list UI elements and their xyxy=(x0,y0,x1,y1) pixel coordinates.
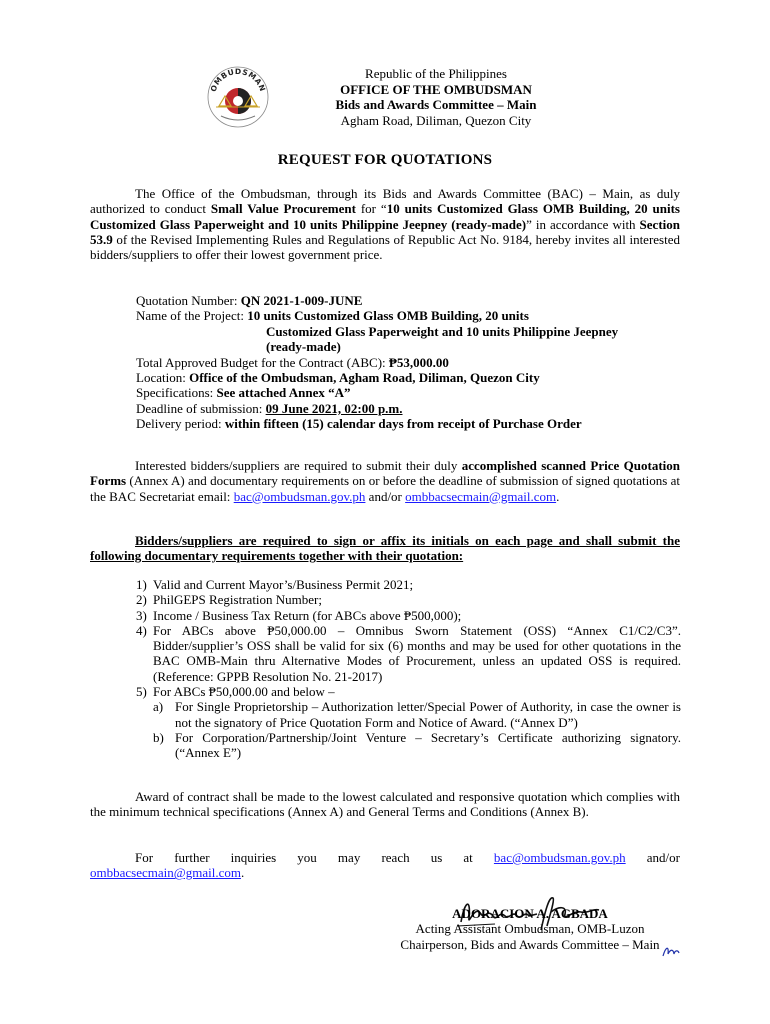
intro-paragraph xyxy=(90,186,680,262)
award-paragraph: Award of contract shall be made to the lowest calculated and responsive quotation which complies with the minimum technical specifications (Annex A) and General Terms and Conditions (Annex B). xyxy=(90,789,680,820)
sub-requirement-text: For Corporation/Partnership/Joint Venture – Secretary’s Certificate authorizing signatory. (“Annex E”) xyxy=(175,729,681,761)
deadline-value: 09 June 2021, 02:00 p.m. xyxy=(265,400,403,416)
submission-forms: accomplished scanned Price Quotation Forms xyxy=(90,458,680,489)
specifications-value: See attached Annex “A” xyxy=(216,385,351,401)
specifications-row xyxy=(136,385,681,400)
header-republic: Republic of the Philippines xyxy=(365,66,507,81)
intro-text-4: of the Revised Implementing Rules and Regulations of Republic Act No. 9184, hereby invites all interested bidders/suppliers to offer their lowest government price. xyxy=(90,231,680,263)
sub-requirement-item xyxy=(136,730,681,761)
location-label: Location: xyxy=(136,370,190,386)
project-name-value-line1: 10 units Customized Glass OMB Building, 20 units xyxy=(247,308,529,324)
delivery-row xyxy=(136,416,681,431)
intro-project-name: 10 units Customized Glass OMB Building, 20 units Customized Glass Paperweight and 10 units Philippine Jeepney (ready-made) xyxy=(90,201,680,232)
submission-paragraph xyxy=(90,458,680,504)
requirement-item xyxy=(136,577,681,592)
submission-text-1: Interested bidders/suppliers are required to submit their duly xyxy=(135,458,462,473)
location-row xyxy=(136,370,681,385)
submission-text-4: . xyxy=(556,488,560,504)
quotation-details xyxy=(136,293,681,432)
intro-section: Section 53.9 xyxy=(90,216,680,247)
abc-row xyxy=(136,355,681,370)
requirements-notice: Bidders/suppliers are required to sign or affix its initials on each page and shall submit the following documentary requirements together with their quotation: xyxy=(90,533,680,564)
signatory-role: Chairperson, Bids and Awards Committee – Main xyxy=(400,936,660,952)
requirement-text: For ABCs ₱50,000.00 and below – xyxy=(153,684,335,700)
intro-text-3: ” in accordance with xyxy=(526,216,640,232)
requirement-item xyxy=(136,623,681,684)
quotation-number-label: Quotation Number: xyxy=(136,293,241,308)
secretariat-email-link[interactable]: ombbacsecmain@gmail.com xyxy=(405,488,557,504)
intro-text-2: for “ xyxy=(355,201,387,217)
sub-requirement-text: For Single Proprietorship – Authorization letter/Special Power of Authority, in case the owner is not the signatory of Price Quotation Form and Notice of Award. (“Annex D”) xyxy=(175,699,681,730)
inquiries-text-3: . xyxy=(240,865,245,881)
inquiries-secretariat-email-link[interactable]: ombbacsecmain@gmail.com xyxy=(90,865,241,881)
intro-procurement-mode: Small Value Procurement xyxy=(210,201,356,217)
abc-label: Total Approved Budget for the Contract (ABC): xyxy=(136,354,389,370)
quotation-number-row xyxy=(136,293,681,308)
sub-requirement-item xyxy=(136,699,681,730)
requirement-number: 3) xyxy=(136,607,147,623)
requirement-text: For ABCs above ₱50,000.00 – Omnibus Sworn Statement (OSS) “Annex C1/C2/C3”. Bidder/supplier’s OSS shall be valid for six (6) months and may be used for other quotations in the BAC OMB-Main thru Alternative Modes of Procurement, unless an updated OSS is required. (Reference: GPPB Resolution No. 21-2017) xyxy=(153,622,681,684)
location-value: Office of the Ombudsman, Agham Road, Diliman, Quezon City xyxy=(189,370,540,386)
deadline-label: Deadline of submission: xyxy=(136,400,266,416)
sub-requirement-letter: a) xyxy=(153,699,164,715)
project-name-label: Name of the Project: xyxy=(136,308,248,324)
specifications-label: Specifications: xyxy=(136,385,217,401)
header-address: Agham Road, Diliman, Quezon City xyxy=(340,112,532,128)
inquiries-text-2: and/or xyxy=(625,850,680,865)
submission-text-3: and/or xyxy=(365,488,406,504)
inquiries-text-1: For further inquiries you may reach us at xyxy=(135,850,494,865)
ombudsman-seal-logo xyxy=(207,66,269,128)
requirement-number: 2) xyxy=(136,592,147,608)
bac-email-link[interactable]: bac@ombudsman.gov.ph xyxy=(233,488,366,504)
handwritten-initial xyxy=(662,944,680,960)
requirements-list xyxy=(136,577,681,761)
letterhead xyxy=(300,66,572,128)
svg-text:OMBUDSMAN: OMBUDSMAN xyxy=(208,66,268,93)
signatory-block xyxy=(380,906,680,952)
requirement-number: 4) xyxy=(136,622,147,638)
page-title: REQUEST FOR QUOTATIONS xyxy=(277,152,493,168)
requirement-number: 5) xyxy=(136,684,147,700)
abc-value: ₱53,000.00 xyxy=(388,354,449,370)
inquiries-bac-email-link[interactable]: bac@ombudsman.gov.ph xyxy=(493,850,626,865)
project-name-row xyxy=(136,308,681,323)
delivery-label: Delivery period: xyxy=(136,416,225,432)
inquiries-paragraph xyxy=(90,850,680,881)
requirement-text: PhilGEPS Registration Number; xyxy=(153,592,322,608)
signatory-position: Acting Assistant Ombudsman, OMB-Luzon xyxy=(415,921,645,937)
header-committee: Bids and Awards Committee – Main xyxy=(335,97,537,112)
delivery-value: within fifteen (15) calendar days from receipt of Purchase Order xyxy=(224,416,582,432)
intro-text-1: The Office of the Ombudsman, through its Bids and Awards Committee (BAC) – Main, as duly authorized to conduct xyxy=(90,186,680,217)
requirement-item xyxy=(136,592,681,607)
requirement-item xyxy=(136,684,681,699)
sub-requirement-letter: b) xyxy=(153,729,164,745)
submission-text-2: (Annex A) and documentary requirements on or before the deadline of submission of signed quotations at the BAC Secretariat email: xyxy=(90,473,680,504)
header-office: OFFICE OF THE OMBUDSMAN xyxy=(340,81,532,97)
deadline-row xyxy=(136,401,681,416)
quotation-number-value: QN 2021-1-009-JUNE xyxy=(240,293,363,308)
requirement-text: Valid and Current Mayor’s/Business Permit 2021; xyxy=(153,577,414,592)
requirement-number: 1) xyxy=(136,577,147,592)
requirement-text: Income / Business Tax Return (for ABCs above ₱500,000); xyxy=(153,607,462,623)
project-name-value-line2: Customized Glass Paperweight and 10 units Philippine Jeepney (ready-made) xyxy=(266,323,619,355)
signatory-name: ADORACION A. AGBADA xyxy=(452,906,608,921)
requirement-item xyxy=(136,608,681,623)
